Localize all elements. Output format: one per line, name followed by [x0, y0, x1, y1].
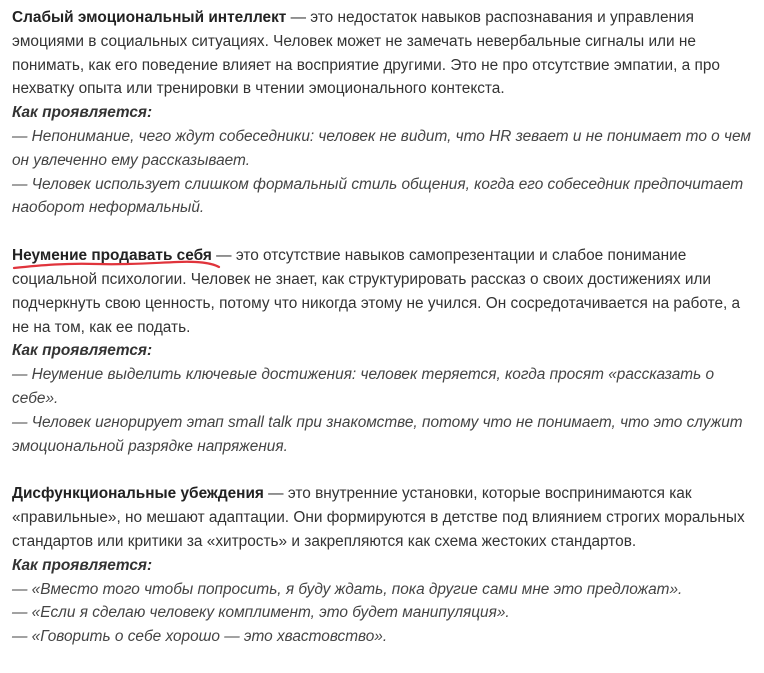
howto-label: Как проявляется: [12, 104, 153, 122]
section-self-selling [12, 244, 760, 458]
howto-label: Как проявляется: [12, 556, 153, 574]
section-dysfunctional-beliefs [12, 482, 760, 649]
example-item: — Человек игнорирует этап small talk при знакомстве, потому что не понимает, что это служит эмоциональной разрядке напряжения. [12, 413, 743, 455]
definition-paragraph [12, 482, 760, 553]
article-body [12, 6, 760, 673]
definition-paragraph [12, 244, 760, 339]
example-item: — Непонимание, чего ждут собеседники: человек не видит, что HR зевает и не понимает то о чем он увлеченно ему рассказывает. [12, 127, 751, 169]
definition-text: — это отсутствие навыков самопрезентации и слабое понимание социальной психологии. Человек не знает, как структурировать рассказ о своих достижениях или подчеркнуть свою ценность, потому что никогда этому не учился. Он сосредотачивается на работе, а не на том, как ее подать. [12, 247, 741, 336]
term-heading: Дисфункциональные убеждения [12, 485, 264, 503]
example-item: — Неумение выделить ключевые достижения: человек теряется, когда просят «рассказать о себе». [12, 366, 715, 407]
definition-paragraph [12, 6, 760, 101]
example-item: — «Вместо того чтобы попросить, я буду ждать, пока другие сами мне это предложат». [12, 580, 683, 598]
example-item: — «Если я сделаю человеку комплимент, это будет манипуляция». [12, 604, 510, 622]
term-heading-underlined [12, 244, 212, 268]
definition-text: — это внутренние установки, которые воспринимаются как «правильные», но мешают адаптации. Они формируются в детстве под влиянием строгих моральных стандартов или критики за «хитрость» и закрепляются как схема жестоких стандартов. [12, 485, 745, 550]
example-item: — «Говорить о себе хорошо — это хвастовство». [12, 628, 388, 646]
term-heading: Неумение продавать себя [12, 247, 212, 265]
example-item: — Человек использует слишком формальный стиль общения, когда его собеседник предпочитает наоборот неформальный. [12, 175, 744, 217]
section-weak-eq [12, 6, 760, 220]
definition-text: — это недостаток навыков распознавания и управления эмоциями в социальных ситуациях. Человек может не замечать невербальные сигналы или не понимать, как его поведение влияет на восприятие другими. Это не про отсутствие эмпатии, а про нехватку опыта или тренировки в чтении эмоционального контекста. [12, 9, 720, 98]
term-heading: Слабый эмоциональный интеллект [12, 9, 287, 26]
howto-label: Как проявляется: [12, 342, 153, 360]
